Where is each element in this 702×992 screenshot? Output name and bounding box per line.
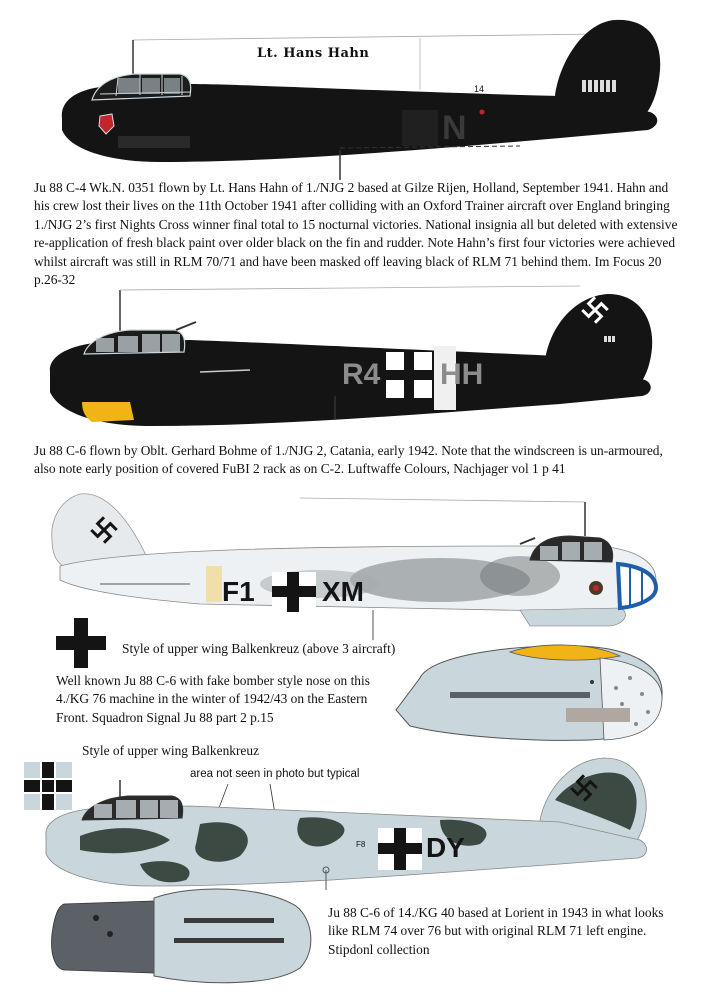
profile-3 xyxy=(0,480,702,740)
aircraft-profile-1 xyxy=(0,0,702,180)
nose-detail-illustration xyxy=(390,638,670,748)
code-right: HH xyxy=(440,358,484,391)
code-right: DY xyxy=(426,832,465,863)
engine-detail-illustration xyxy=(34,882,314,992)
pilot-name-label: Lt. Hans Hahn xyxy=(257,46,370,61)
aircraft-profile-4 xyxy=(0,740,702,890)
code-right: XM xyxy=(322,576,364,607)
profile-1 xyxy=(0,0,702,300)
fin-number-label: 14 xyxy=(474,84,485,94)
profile-4 xyxy=(0,740,702,992)
aircraft-profile-2 xyxy=(0,280,702,430)
aircraft-profile-3 xyxy=(0,480,702,640)
caption-profile-1: Ju 88 C-4 Wk.N. 0351 flown by Lt. Hans Hahn of 1./NJG 2 based at Gilze Rijen, Holland, September 1941. Hahn and his crew lost their lives on the 11th October 1941 after colliding with an Oxford Trainer aircraft over England bringing 1./NJG 2’s first Nights Cross winner final total to 15 nocturnal victories. National insignia all but deleted with extensive re-application of fresh black paint over older black on the fin and rudder. Note Hahn’s first four victories were achieved whilst aircraft was still in RLM 70/71 and have been masked off leaving black of RLM 71 behind them. Im Focus 20 p.26-32 xyxy=(34,180,678,288)
wing-cross-icon xyxy=(56,618,106,668)
caption-profile-4: Ju 88 C-6 of 14./KG 40 based at Lorient in 1943 in what looks like RLM 74 over 76 but with original RLM 71 left engine. Stipdonl collection xyxy=(328,905,664,957)
fuselage-letter: N xyxy=(442,109,467,147)
area-note-label: area not seen in photo but typical xyxy=(190,768,360,780)
wing-cross-label: Style of upper wing Balkenkreuz xyxy=(82,743,260,758)
small-code-label: F8 xyxy=(356,840,366,849)
caption-profile-3: Well known Ju 88 C-6 with fake bomber style nose on this 4./KG 76 machine in the winter of 1942/43 on the Eastern Front. Squadron Signal Ju 88 part 2 p.15 xyxy=(56,673,370,725)
profile-2 xyxy=(0,280,702,480)
wing-cross-label: Style of upper wing Balkenkreuz (above 3 aircraft) xyxy=(122,641,396,656)
caption-profile-2: Ju 88 C-6 flown by Oblt. Gerhard Bohme of 1./NJG 2, Catania, early 1942. Note that the windscreen is un-armoured, also note early position of covered FuBI 2 rack as on C-2. Luftwaffe Colours, Nachjager vol 1 p 41 xyxy=(34,443,663,477)
code-left: R4 xyxy=(342,358,381,391)
code-left: F1 xyxy=(222,576,255,607)
